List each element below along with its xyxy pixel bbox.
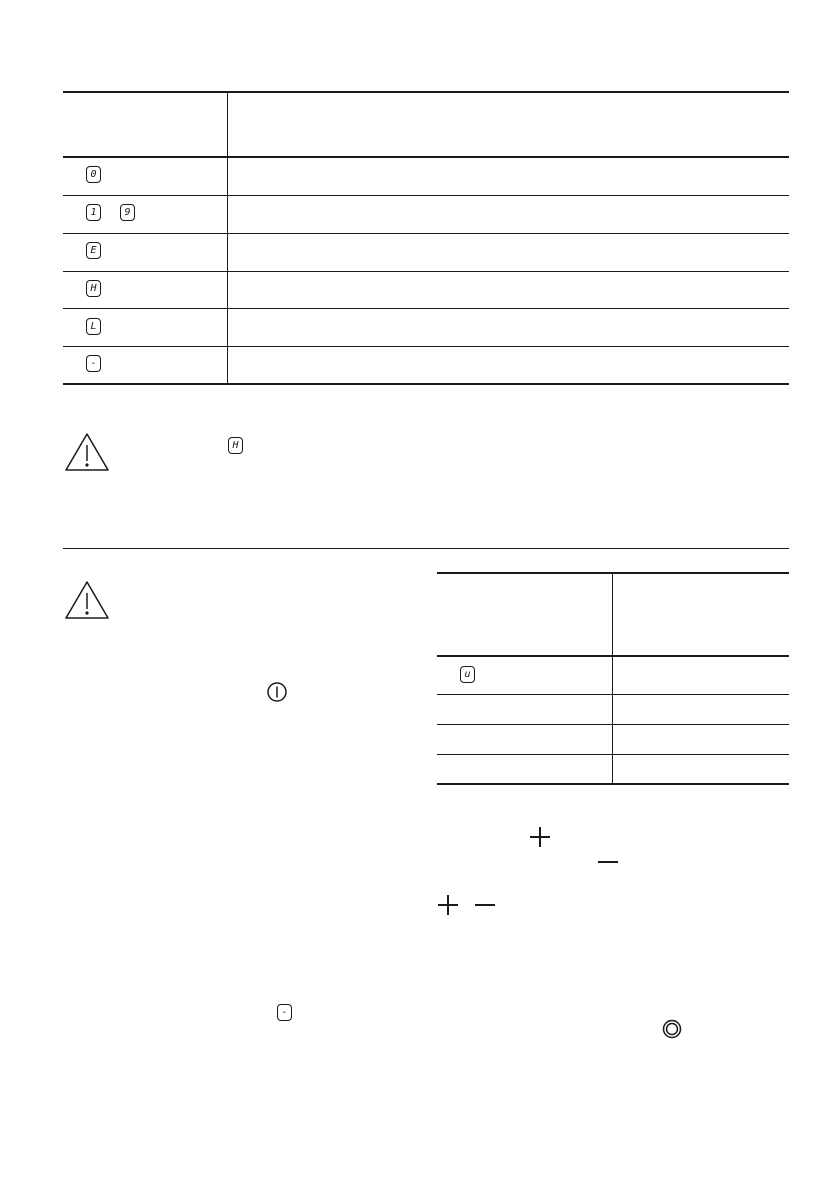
display-symbol: H bbox=[232, 439, 239, 451]
plus-icon bbox=[529, 826, 551, 848]
table-row-divider bbox=[63, 346, 789, 347]
table-row-divider bbox=[437, 694, 789, 695]
display-symbol: 1 bbox=[90, 206, 97, 218]
inline-display-symbol bbox=[228, 437, 243, 454]
inline-display-symbol bbox=[277, 1004, 292, 1021]
display-symbol: 9 bbox=[124, 206, 131, 218]
table-row bbox=[86, 242, 101, 259]
table-header-rule bbox=[437, 655, 789, 657]
display-symbol: L bbox=[90, 320, 97, 332]
cooking-zone-icon bbox=[661, 1018, 683, 1040]
table-row bbox=[86, 355, 101, 372]
table-row bbox=[86, 204, 101, 221]
power-icon bbox=[266, 681, 288, 703]
display-symbol: - bbox=[281, 1006, 288, 1018]
warning-triangle-icon bbox=[64, 432, 110, 472]
table-row bbox=[86, 166, 101, 183]
display-symbol: 0 bbox=[90, 168, 97, 180]
table-row bbox=[86, 280, 101, 297]
table-column-divider bbox=[612, 572, 613, 784]
table-row-divider bbox=[437, 724, 789, 725]
table-row-divider bbox=[63, 195, 789, 196]
warning-triangle-icon bbox=[64, 580, 110, 620]
table-header-rule bbox=[63, 156, 789, 158]
minus-icon bbox=[597, 851, 619, 873]
table-bottom-rule bbox=[437, 783, 789, 785]
table-row bbox=[460, 666, 475, 683]
table-row-divider bbox=[63, 271, 789, 272]
table-row bbox=[86, 318, 101, 335]
section-divider bbox=[63, 548, 789, 549]
display-symbol: E bbox=[90, 244, 97, 256]
table-top-rule bbox=[63, 91, 789, 93]
table-top-rule bbox=[437, 572, 789, 574]
minus-icon bbox=[474, 894, 496, 916]
table-row-divider bbox=[437, 754, 789, 755]
table-bottom-rule bbox=[63, 383, 789, 385]
display-symbol: - bbox=[90, 357, 97, 369]
table-row bbox=[120, 204, 135, 221]
table-row-divider bbox=[63, 233, 789, 234]
table-row-divider bbox=[63, 308, 789, 309]
display-symbol: u bbox=[464, 668, 471, 680]
plus-icon bbox=[437, 894, 459, 916]
display-symbol: H bbox=[90, 282, 97, 294]
table-column-divider bbox=[227, 91, 228, 384]
